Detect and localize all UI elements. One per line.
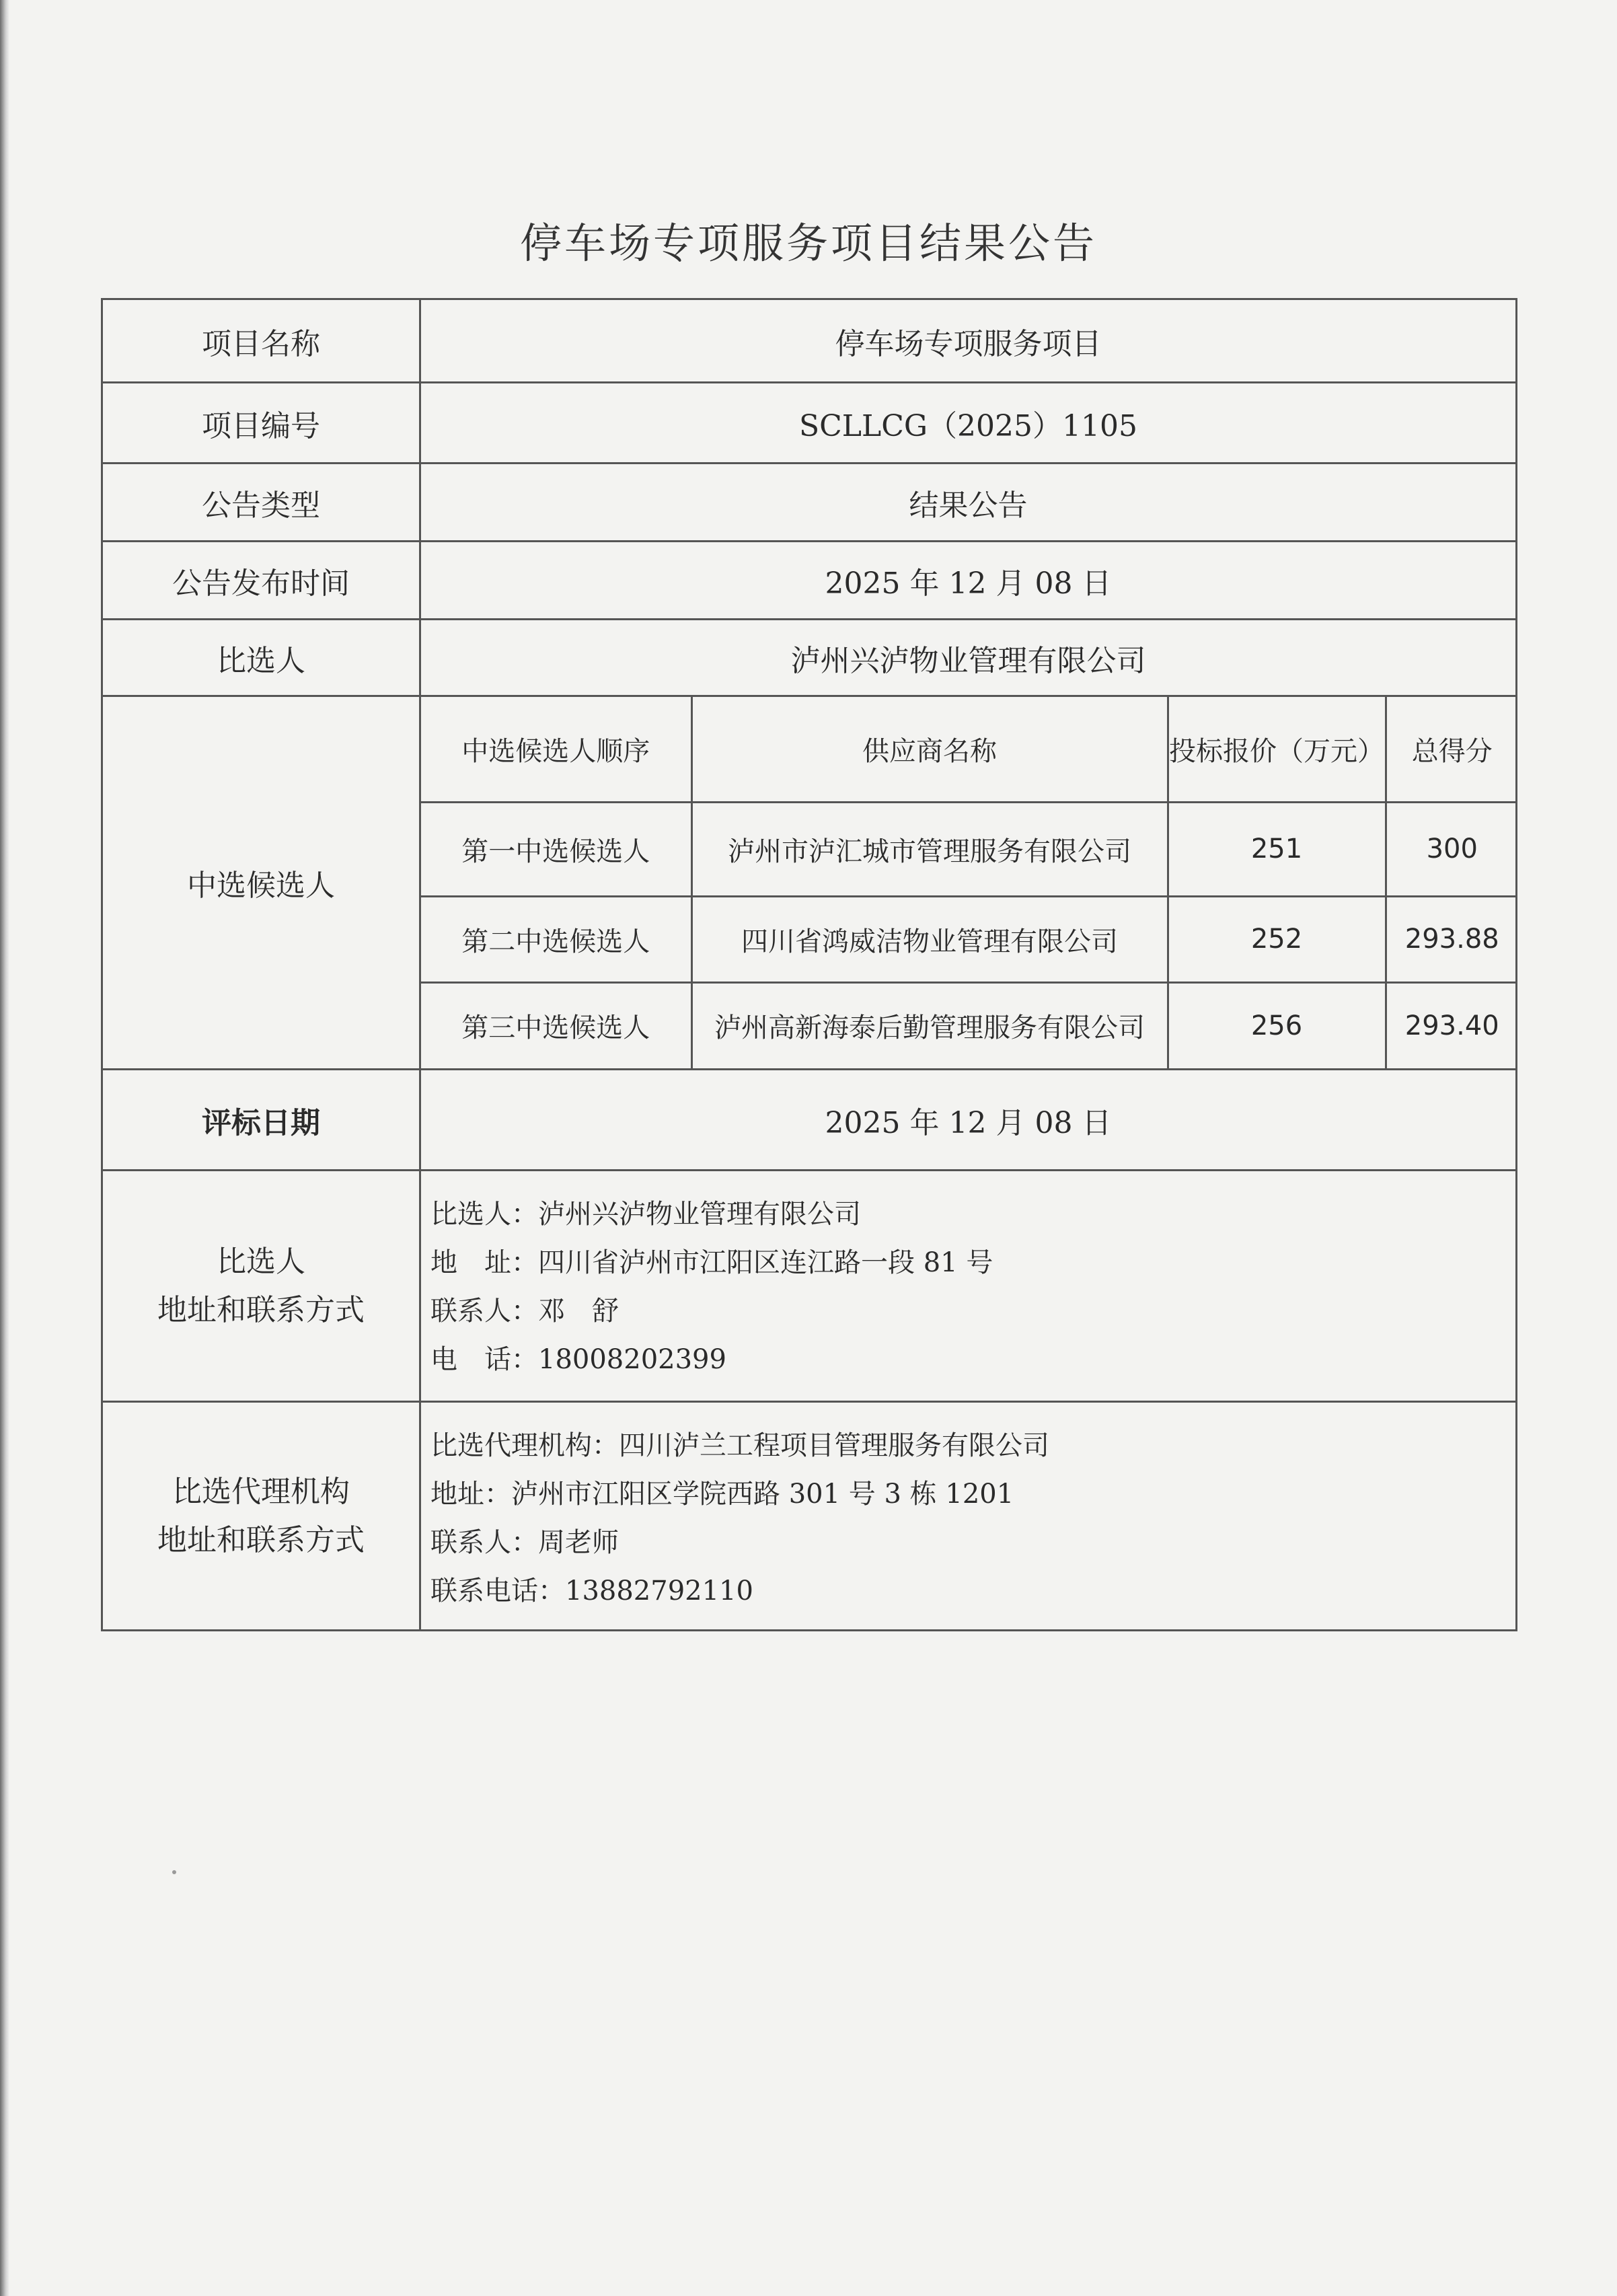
- paper-speck: [172, 1870, 176, 1874]
- candidate-score: 293.88: [1386, 896, 1517, 982]
- selector-contact-details: [420, 1171, 1517, 1402]
- candidate-price: 251: [1168, 802, 1386, 896]
- evaluation-date-value: 2025 年 12 月 08 日: [420, 1070, 1517, 1171]
- table-row: [421, 802, 1517, 896]
- selector-contact-person: 联系人：邓 舒: [430, 1296, 619, 1327]
- candidates-table: [421, 697, 1517, 1068]
- publish-time-label: 公告发布时间: [102, 542, 420, 620]
- document-title: 停车场专项服务项目结果公告: [519, 219, 1097, 268]
- agency-contact-address: 地址：泸州市江阳区学院西路 301 号 3 栋 1201: [430, 1479, 1014, 1510]
- header-supplier: 供应商名称: [691, 697, 1168, 802]
- candidate-rank: 第二中选候选人: [421, 896, 691, 982]
- agency-contact-label-line2: 地址和联系方式: [157, 1522, 365, 1557]
- selector-label: 比选人: [102, 620, 420, 696]
- selector-contact-phone: 电 话：18008202399: [430, 1344, 726, 1375]
- notice-type-value: 结果公告: [420, 464, 1517, 542]
- page-edge-shadow: [0, 0, 9, 2296]
- selector-contact-label-line1: 比选人: [217, 1244, 305, 1279]
- candidate-rank: 第一中选候选人: [421, 802, 691, 896]
- candidate-supplier: 泸州高新海泰后勤管理服务有限公司: [691, 982, 1168, 1068]
- table-row: [102, 696, 1517, 1070]
- header-rank: 中选候选人顺序: [421, 697, 691, 802]
- table-row: [102, 383, 1517, 464]
- evaluation-date-label: 评标日期: [102, 1070, 420, 1171]
- candidates-header-row: [421, 697, 1517, 802]
- table-row: [421, 982, 1517, 1068]
- header-score: 总得分: [1386, 697, 1517, 802]
- table-row: [102, 464, 1517, 542]
- table-row: [102, 620, 1517, 696]
- agency-contact-person: 联系人：周老师: [430, 1527, 619, 1558]
- project-code-value: SCLLCG（2025）1105: [420, 383, 1517, 464]
- announcement-table: [101, 298, 1517, 1631]
- selector-contact-address: 地 址：四川省泸州市江阳区连江路一段 81 号: [430, 1247, 993, 1278]
- project-name-value: 停车场专项服务项目: [420, 299, 1517, 383]
- agency-contact-name: 比选代理机构：四川泸兰工程项目管理服务有限公司: [430, 1430, 1049, 1461]
- candidate-score: 300: [1386, 802, 1517, 896]
- candidates-cell: [420, 696, 1517, 1070]
- candidate-supplier: 四川省鸿威洁物业管理有限公司: [691, 896, 1168, 982]
- agency-contact-details: [420, 1402, 1517, 1631]
- table-row: [102, 542, 1517, 620]
- table-row: [102, 299, 1517, 383]
- candidate-supplier: 泸州市泸汇城市管理服务有限公司: [691, 802, 1168, 896]
- candidates-label: 中选候选人: [102, 696, 420, 1070]
- table-row: [102, 1402, 1517, 1631]
- table-row: [102, 1171, 1517, 1402]
- project-code-label: 项目编号: [102, 383, 420, 464]
- agency-contact-phone: 联系电话：13882792110: [430, 1576, 753, 1606]
- candidate-price: 252: [1168, 896, 1386, 982]
- notice-type-label: 公告类型: [102, 464, 420, 542]
- candidate-score: 293.40: [1386, 982, 1517, 1068]
- selector-value: 泸州兴泸物业管理有限公司: [420, 620, 1517, 696]
- header-price: 投标报价（万元）: [1168, 697, 1386, 802]
- project-name-label: 项目名称: [102, 299, 420, 383]
- publish-time-value: 2025 年 12 月 08 日: [420, 542, 1517, 620]
- selector-contact-label-line2: 地址和联系方式: [157, 1292, 365, 1327]
- candidate-rank: 第三中选候选人: [421, 982, 691, 1068]
- table-row: [102, 1070, 1517, 1171]
- selector-contact-label: [102, 1171, 420, 1402]
- agency-contact-label: [102, 1402, 420, 1631]
- agency-contact-label-line1: 比选代理机构: [172, 1474, 350, 1509]
- table-row: [421, 896, 1517, 982]
- candidate-price: 256: [1168, 982, 1386, 1068]
- selector-contact-name: 比选人：泸州兴泸物业管理有限公司: [430, 1199, 861, 1230]
